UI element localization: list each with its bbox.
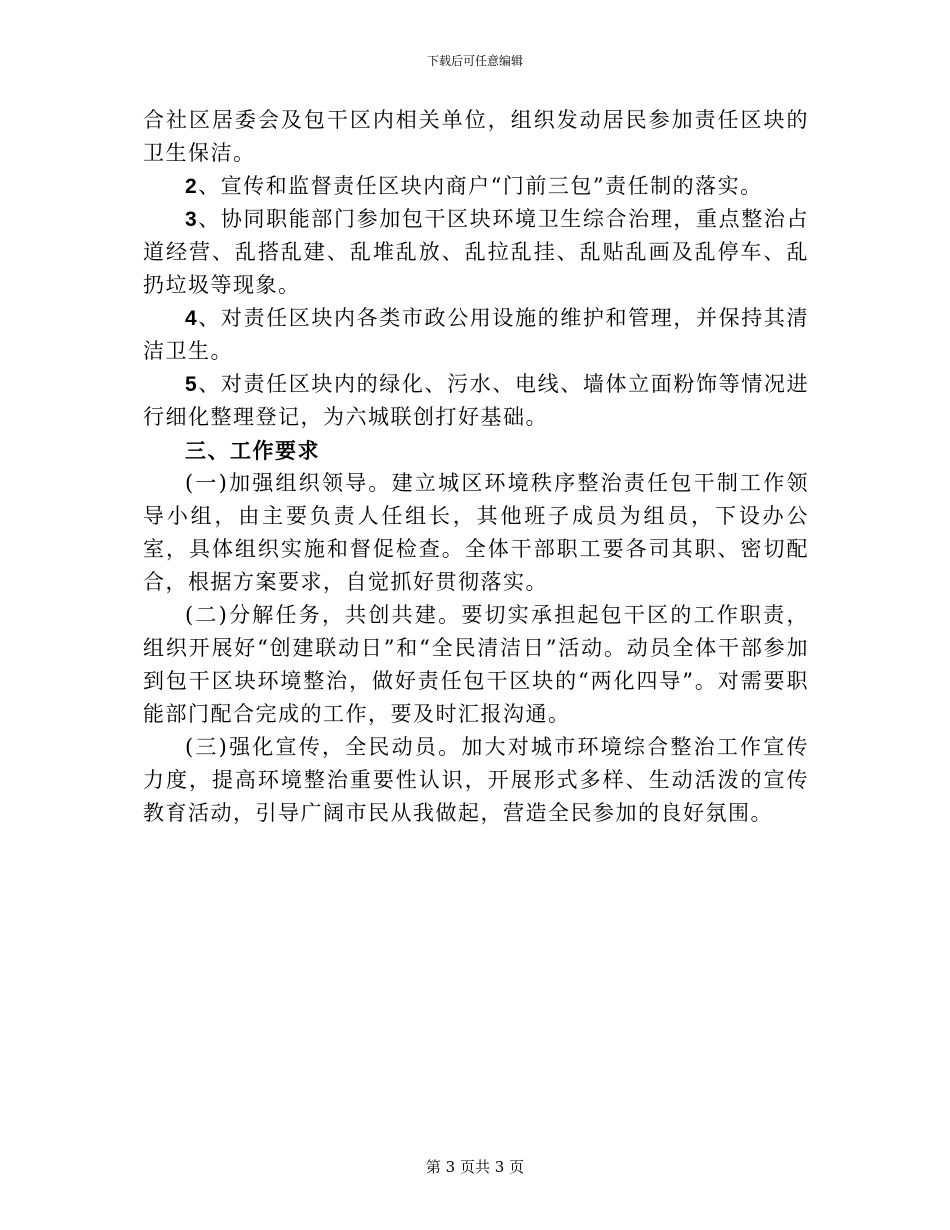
page-header: 下载后可任意编辑 (426, 54, 523, 68)
requirement-1: (一)加强组织领导。建立城区环境秩序整治责任包干制工作领导小组，由主要负责人任组长，其他班子成员为组员，下设办公室，具体组织实施和督促检查。全体干部职工要各司其职、密切配合，根据方案要求，自觉抓好贯彻落实。 (143, 471, 809, 594)
item-text: 、对责任区块内各类市政公用设施的维护和管理，并保持其清洁卫生。 (143, 306, 809, 363)
paragraph-continuation (143, 104, 809, 170)
item-number: 5 (185, 373, 199, 396)
item-number: 2 (185, 175, 199, 198)
requirement-2: (二)分解任务，共创共建。要切实承担起包干区的工作职责，组织开展好“创建联动日”和“全民清洁日”活动。动员全体干部参加到包干区块环境整治，做好责任包干区块的“两化四导”。对需要职能部门配合完成的工作，要及时汇报沟通。 (143, 603, 809, 726)
list-item-2 (143, 170, 809, 203)
item-number: 4 (185, 307, 199, 330)
section-heading: 三、工作要求 (185, 438, 320, 463)
item-text: 、宣传和监督责任区块内商户“门前三包”责任制的落实。 (198, 174, 763, 198)
list-item-4 (143, 302, 809, 368)
document-body (143, 104, 809, 830)
item-number: 3 (185, 208, 199, 231)
list-item-5 (143, 368, 809, 434)
paragraph-text: 合社区居委会及包干区内相关单位，组织发动居民参加责任区块的卫生保洁。 (143, 108, 809, 165)
requirement-3: (三)强化宣传，全民动员。加大对城市环境综合整治工作宣传力度，提高环境整治重要性认识，开展形式多样、生动活泼的宣传教育活动，引导广阔市民从我做起，营造全民参加的良好氛围。 (143, 735, 809, 825)
item-text: 、协同职能部门参加包干区块环境卫生综合治理，重点整治占道经营、乱搭乱建、乱堆乱放、乱拉乱挂、乱贴乱画及乱停车、乱扔垃圾等现象。 (143, 207, 809, 297)
page-footer: 第 3 页共 3 页 (425, 1158, 525, 1176)
list-item-3 (143, 203, 809, 302)
item-text: 、对责任区块内的绿化、污水、电线、墙体立面粉饰等情况进行细化整理登记，为六城联创打好基础。 (143, 372, 809, 429)
